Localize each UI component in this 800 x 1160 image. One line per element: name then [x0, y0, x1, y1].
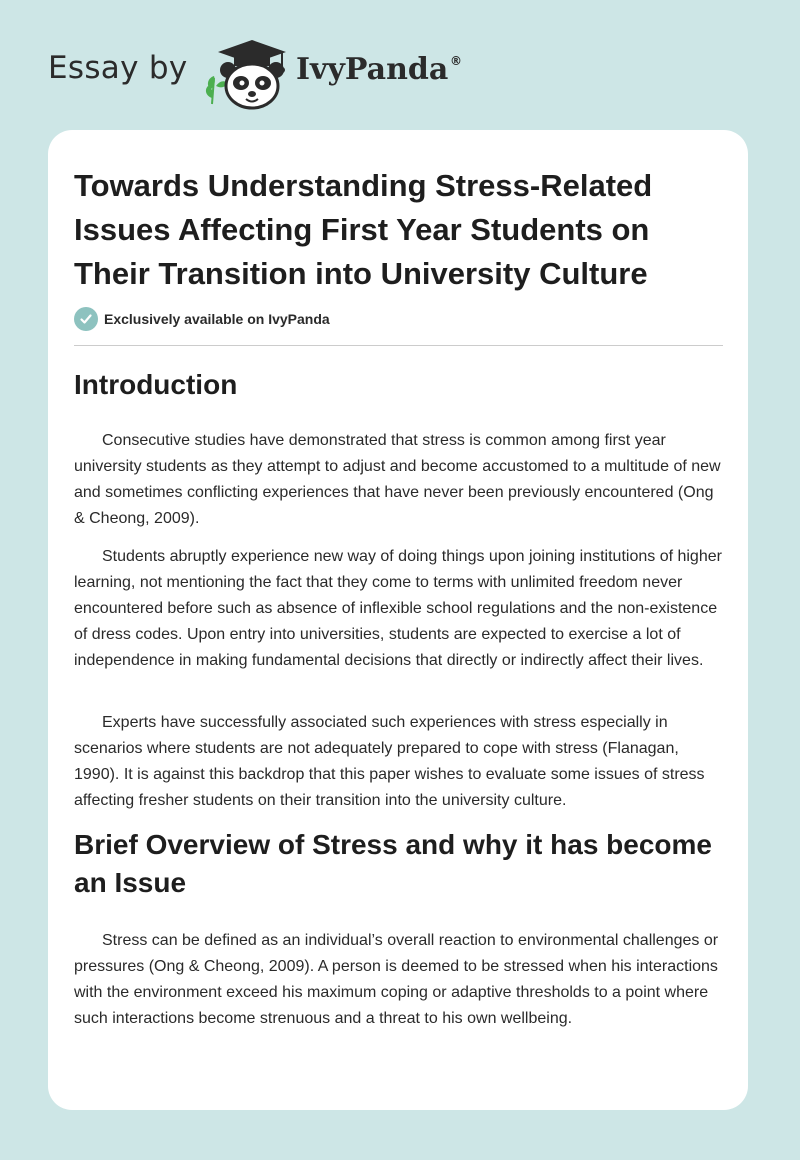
registered-mark: ® [450, 54, 462, 68]
paragraph: Consecutive studies have demonstrated that stress is common among first year university students as they attempt to adjust and become accustomed to a multitude of new and sometimes conflicting experiences that have never been previously encountered (Ong & Cheong, 2009). [74, 432, 721, 527]
exclusive-badge [74, 306, 330, 332]
paragraph: Experts have successfully associated such experiences with stress especially in scenarios where students are not adequately prepared to cope with stress (Flanagan, 1990). It is against this backdrop that this paper wishes to evaluate some issues of stress affecting fresher students on their transition into the university culture. [74, 714, 705, 809]
check-circle-icon [74, 307, 98, 331]
title-divider [74, 345, 723, 346]
panda-graduate-icon[interactable] [200, 34, 290, 110]
site-header [48, 32, 748, 112]
paragraph: Students abruptly experience new way of doing things upon joining institutions of higher learning, not mentioning the fact that they come to terms with unlimited freedom never encountered before such as absence of inflexible school regulations and the non-existence of dress codes. Upon entry into universities, students are expected to exercise a lot of independence in making fundamental decisions that directly or indirectly affect their lives. [74, 548, 722, 669]
essay-title: Towards Understanding Stress-Related Issues Affecting First Year Students on Their Transition into University Culture [74, 168, 653, 291]
paragraph: Stress can be defined as an individual’s overall reaction to environmental challenges or pressures (Ong & Cheong, 2009). A person is deemed to be stressed when his interactions with the environment exceed his maximum coping or adaptive thresholds to a point where such interactions become strenuous and a threat to his own wellbeing. [74, 932, 719, 1027]
section-heading-brief-overview: Brief Overview of Stress and why it has become an Issue [74, 829, 712, 898]
section-heading-introduction: Introduction [74, 369, 238, 400]
exclusive-label: Exclusively available on IvyPanda [104, 311, 330, 327]
essay-card [48, 130, 748, 1110]
ivypanda-logo-text[interactable]: IvyPanda [296, 52, 449, 87]
essay-by-label: Essay by [48, 50, 188, 86]
